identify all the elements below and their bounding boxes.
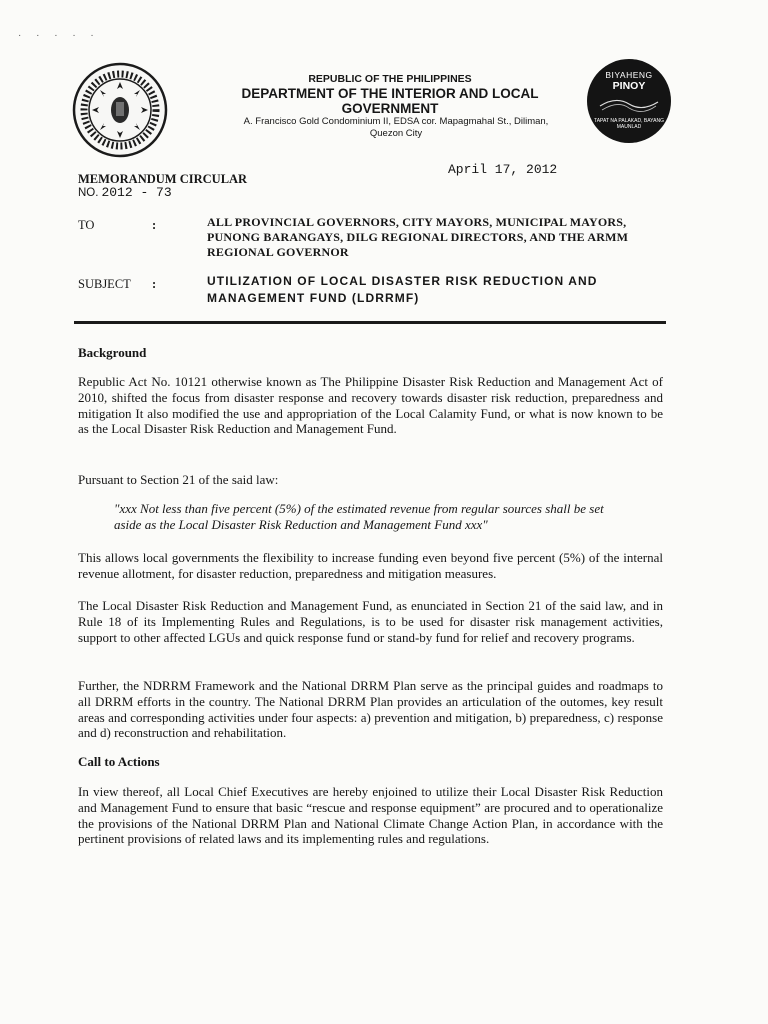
call-to-actions-heading: Call to Actions <box>78 754 160 769</box>
paragraph-ndrrm-framework: Further, the NDRRM Framework and the National DRRM Plan serve as the principal guides and roadmaps to all DRRM efforts in the country. The National DRRM Plan provides an articulation of the outomes, key result areas and corresponding activities under four aspects: a) prevention and mitigation, b) preparedness, c) response and d) reconstruction and rehabilitation. <box>78 678 663 741</box>
subject-line2: MANAGEMENT FUND (LDRRMF) <box>207 291 420 305</box>
memo-title: MEMORANDUM CIRCULAR <box>78 172 248 186</box>
address-line2: Quezon City <box>369 128 423 139</box>
paragraph-call-to-action: In view thereof, all Local Chief Executives are hereby enjoined to utilize their Local Disaster Risk Reduction and Management Fund to ensure that basic “rescue and response equipment” are procured and to operationalize the provisions of the National DRRM Plan and National Climate Change Action Plan, in accordance with the pertinent provisions of related laws and its implementing rules and regulations. <box>78 784 663 847</box>
subject-label: SUBJECT <box>78 277 131 291</box>
subject-line1: UTILIZATION OF LOCAL DISASTER RISK REDUCTION AND <box>207 274 598 288</box>
paragraph-ldrrmf-use: The Local Disaster Risk Reduction and Management Fund, as enunciated in Section 21 of the said law, and in Rule 18 of its Implementing Rules and Regulations, is to be used for disaster risk management activities, support to other affected LGUs and quick response fund or stand-by fund for relief and recovery programs. <box>78 598 663 645</box>
seal-right-line1: BIYAHENG <box>605 70 653 80</box>
to-recipients: ALL PROVINCIAL GOVERNORS, CITY MAYORS, MUNICIPAL MAYORS, PUNONG BARANGAYS, DILG REGIONAL DIRECTORS, AND THE ARMM REGIONAL GOVERNOR <box>207 215 629 259</box>
department-name <box>200 86 580 116</box>
address <box>210 116 582 140</box>
section21-quote: "xxx Not less than five percent (5%) of the estimated revenue from regular sources shall be set aside as the Local Disaster Risk Reduction and Management Fund xxx" <box>114 501 604 532</box>
scan-specks: · · · · · <box>18 30 100 41</box>
seal-right-line3: TAPAT NA PALAKAD, BAYANG MAUNLAD <box>594 118 664 130</box>
subject-text <box>207 273 665 307</box>
republic-line: REPUBLIC OF THE PHILIPPINES <box>308 73 472 85</box>
to-colon: : <box>152 218 157 232</box>
paragraph-pursuant: Pursuant to Section 21 of the said law: <box>78 472 279 487</box>
paragraph-ra10121: Republic Act No. 10121 otherwise known as The Philippine Disaster Risk Reduction and Management Act of 2010, shifted the focus from disaster response and recovery towards disaster risk reduction, preparedness and mitigation It also modified the use and appropriation of the Local Calamity Fund, or what is now known to be as the Local Disaster Risk Reduction and Management Fund. <box>78 374 663 437</box>
seal-right-line2: PINOY <box>612 80 646 92</box>
to-label: TO <box>78 218 95 232</box>
department-line2: GOVERNMENT <box>341 101 439 116</box>
address-line1: A. Francisco Gold Condominium II, EDSA cor. Mapagmahal St., Diliman, <box>243 116 549 127</box>
header-divider <box>74 321 666 324</box>
paragraph-flexibility: This allows local governments the flexibility to increase funding even beyond five percent (5%) of the internal revenue allotment, for disaster reduction, preparedness and mitigation measures. <box>78 550 663 581</box>
memo-number-value: 2012 - 73 <box>101 185 172 200</box>
seal-right-text <box>586 58 672 144</box>
subject-colon: : <box>152 277 157 291</box>
memo-number <box>78 185 172 200</box>
dilg-seal-icon <box>72 62 168 158</box>
memo-date: April 17, 2012 <box>448 162 558 177</box>
department-line1: DEPARTMENT OF THE INTERIOR AND LOCAL <box>241 86 539 101</box>
background-heading: Background <box>78 345 147 360</box>
memo-number-label: NO. <box>78 187 99 199</box>
